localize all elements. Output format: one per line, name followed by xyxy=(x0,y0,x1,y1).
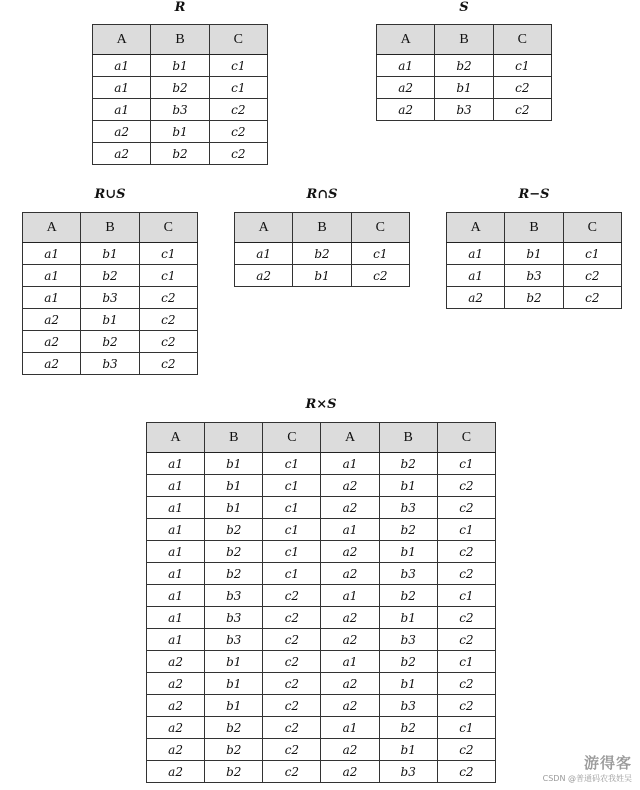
table-cell: a1 xyxy=(447,265,505,287)
table-row xyxy=(447,243,622,265)
table-row xyxy=(147,519,496,541)
table-cell: a1 xyxy=(147,453,205,475)
header-row xyxy=(93,25,268,55)
table-row xyxy=(147,563,496,585)
table-cell: a2 xyxy=(377,99,435,121)
column-header: C xyxy=(563,213,621,243)
table-cell: b2 xyxy=(205,541,263,563)
table-cell: b1 xyxy=(293,265,351,287)
table-cell: a2 xyxy=(321,761,379,783)
table-cell: c2 xyxy=(437,739,495,761)
table-cell: b3 xyxy=(81,353,139,375)
table-cell: b3 xyxy=(205,607,263,629)
table-union xyxy=(22,212,198,375)
table-cell: c2 xyxy=(437,629,495,651)
watermark xyxy=(543,752,632,784)
table-cell: b3 xyxy=(435,99,493,121)
table-product xyxy=(146,422,496,783)
table-cell: b1 xyxy=(205,651,263,673)
table-row xyxy=(93,77,268,99)
table-cell: b3 xyxy=(151,99,209,121)
table-cell: b2 xyxy=(379,585,437,607)
table-cell: c2 xyxy=(437,475,495,497)
table-s xyxy=(376,24,552,121)
table-cell: a1 xyxy=(147,629,205,651)
table-cell: c2 xyxy=(263,695,321,717)
table-cell: a2 xyxy=(147,651,205,673)
table-cell: b1 xyxy=(205,475,263,497)
table-r-caption: R xyxy=(174,0,186,15)
table-cell: c2 xyxy=(437,607,495,629)
table-row xyxy=(147,585,496,607)
table-cell: a2 xyxy=(235,265,293,287)
column-header: C xyxy=(351,213,409,243)
table-cell: c2 xyxy=(263,651,321,673)
table-cell: b3 xyxy=(505,265,563,287)
table-row xyxy=(147,541,496,563)
table-cell: b2 xyxy=(205,761,263,783)
table-diff-caption: R−S xyxy=(518,187,550,202)
table-cell: b1 xyxy=(205,695,263,717)
table-row xyxy=(147,651,496,673)
table-cell: b2 xyxy=(151,77,209,99)
column-header: A xyxy=(147,423,205,453)
table-cell: c2 xyxy=(437,761,495,783)
table-cell: c1 xyxy=(209,77,267,99)
table-cell: a2 xyxy=(147,695,205,717)
table-cell: c2 xyxy=(263,761,321,783)
column-header: B xyxy=(505,213,563,243)
table-cell: a1 xyxy=(147,607,205,629)
table-cell: c1 xyxy=(437,651,495,673)
table-cell: c1 xyxy=(437,453,495,475)
table-cell: a2 xyxy=(147,761,205,783)
table-cell: a2 xyxy=(321,475,379,497)
column-header: B xyxy=(293,213,351,243)
table-intersect xyxy=(234,212,410,287)
table-cell: a2 xyxy=(147,673,205,695)
column-header: B xyxy=(81,213,139,243)
table-row xyxy=(235,243,410,265)
table-cell: c1 xyxy=(351,243,409,265)
table-cell: c2 xyxy=(209,99,267,121)
table-cell: b2 xyxy=(505,287,563,309)
table-cell: b2 xyxy=(435,55,493,77)
column-header: C xyxy=(209,25,267,55)
table-cell: a2 xyxy=(321,563,379,585)
table-row xyxy=(147,673,496,695)
table-cell: c2 xyxy=(139,353,197,375)
column-header: A xyxy=(93,25,151,55)
table-cell: b3 xyxy=(205,585,263,607)
table-row xyxy=(23,243,198,265)
table-cell: b2 xyxy=(379,651,437,673)
table-row xyxy=(23,265,198,287)
table-cell: c2 xyxy=(139,287,197,309)
table-cell: c1 xyxy=(437,519,495,541)
table-row xyxy=(377,55,552,77)
table-cell: a1 xyxy=(321,585,379,607)
table-row xyxy=(93,99,268,121)
table-cell: b3 xyxy=(379,497,437,519)
table-product-caption: R×S xyxy=(305,397,337,412)
table-cell: c2 xyxy=(139,331,197,353)
table-cell: c1 xyxy=(263,453,321,475)
table-row xyxy=(147,761,496,783)
column-header: A xyxy=(235,213,293,243)
table-cell: c2 xyxy=(263,673,321,695)
table-row xyxy=(147,453,496,475)
table-cell: a1 xyxy=(23,265,81,287)
table-cell: b1 xyxy=(81,243,139,265)
table-row xyxy=(447,287,622,309)
table-cell: b1 xyxy=(379,673,437,695)
column-header: B xyxy=(379,423,437,453)
column-header: A xyxy=(23,213,81,243)
table-cell: a2 xyxy=(93,143,151,165)
table-cell: c2 xyxy=(437,541,495,563)
table-cell: c2 xyxy=(263,607,321,629)
table-cell: a2 xyxy=(321,695,379,717)
table-cell: a1 xyxy=(377,55,435,77)
table-cell: c1 xyxy=(437,717,495,739)
table-cell: c2 xyxy=(263,629,321,651)
table-row xyxy=(23,309,198,331)
table-row xyxy=(235,265,410,287)
column-header: B xyxy=(435,25,493,55)
table-cell: a2 xyxy=(321,497,379,519)
table-cell: b1 xyxy=(81,309,139,331)
table-r xyxy=(92,24,268,165)
column-header: A xyxy=(321,423,379,453)
header-row xyxy=(147,423,496,453)
table-cell: b1 xyxy=(151,55,209,77)
table-cell: b2 xyxy=(205,717,263,739)
table-cell: b2 xyxy=(205,519,263,541)
table-cell: a1 xyxy=(23,243,81,265)
table-cell: c1 xyxy=(139,243,197,265)
table-cell: a2 xyxy=(93,121,151,143)
table-cell: c2 xyxy=(437,673,495,695)
table-cell: b1 xyxy=(151,121,209,143)
table-cell: c2 xyxy=(263,717,321,739)
table-row xyxy=(147,629,496,651)
table-cell: b1 xyxy=(505,243,563,265)
table-cell: b1 xyxy=(379,475,437,497)
table-row xyxy=(147,607,496,629)
table-cell: b3 xyxy=(81,287,139,309)
table-cell: a2 xyxy=(321,541,379,563)
table-cell: b3 xyxy=(379,563,437,585)
table-cell: b2 xyxy=(205,563,263,585)
column-header: B xyxy=(205,423,263,453)
table-cell: b3 xyxy=(379,695,437,717)
table-row xyxy=(147,497,496,519)
table-cell: b1 xyxy=(379,541,437,563)
table-cell: b1 xyxy=(435,77,493,99)
table-cell: a2 xyxy=(377,77,435,99)
table-cell: c2 xyxy=(263,739,321,761)
table-cell: c1 xyxy=(263,563,321,585)
table-cell: c1 xyxy=(263,475,321,497)
table-cell: a2 xyxy=(321,739,379,761)
header-row xyxy=(23,213,198,243)
column-header: C xyxy=(139,213,197,243)
table-cell: a1 xyxy=(93,77,151,99)
table-cell: c1 xyxy=(263,541,321,563)
table-cell: b2 xyxy=(81,331,139,353)
table-cell: a2 xyxy=(23,353,81,375)
table-cell: a1 xyxy=(147,563,205,585)
column-header: A xyxy=(447,213,505,243)
table-cell: a1 xyxy=(147,475,205,497)
table-cell: a1 xyxy=(321,453,379,475)
table-row xyxy=(93,121,268,143)
table-row xyxy=(23,287,198,309)
column-header: A xyxy=(377,25,435,55)
table-cell: b2 xyxy=(81,265,139,287)
table-cell: a1 xyxy=(235,243,293,265)
table-row xyxy=(147,475,496,497)
table-cell: a1 xyxy=(321,717,379,739)
table-cell: b1 xyxy=(379,607,437,629)
table-cell: b2 xyxy=(379,453,437,475)
table-cell: b2 xyxy=(151,143,209,165)
table-diff xyxy=(446,212,622,309)
table-cell: b1 xyxy=(205,673,263,695)
table-row xyxy=(23,331,198,353)
table-cell: a2 xyxy=(23,331,81,353)
table-cell: b1 xyxy=(379,739,437,761)
table-cell: b1 xyxy=(205,453,263,475)
table-union-caption: R∪S xyxy=(94,187,126,202)
table-cell: c2 xyxy=(563,287,621,309)
table-cell: b3 xyxy=(379,629,437,651)
table-cell: c2 xyxy=(493,77,551,99)
table-row xyxy=(447,265,622,287)
table-cell: a1 xyxy=(93,99,151,121)
table-cell: b2 xyxy=(379,519,437,541)
table-cell: c2 xyxy=(493,99,551,121)
table-cell: c1 xyxy=(563,243,621,265)
table-row xyxy=(147,739,496,761)
table-cell: a2 xyxy=(321,673,379,695)
table-cell: c1 xyxy=(493,55,551,77)
table-cell: c1 xyxy=(437,585,495,607)
header-row xyxy=(447,213,622,243)
table-row xyxy=(93,143,268,165)
table-cell: a2 xyxy=(321,607,379,629)
table-cell: a1 xyxy=(147,497,205,519)
table-cell: a1 xyxy=(321,519,379,541)
watermark-brand: 游得客 xyxy=(583,754,632,772)
table-intersect-caption: R∩S xyxy=(306,187,338,202)
table-cell: c2 xyxy=(437,563,495,585)
table-cell: a2 xyxy=(447,287,505,309)
column-header: C xyxy=(493,25,551,55)
table-cell: c2 xyxy=(209,121,267,143)
table-cell: c2 xyxy=(139,309,197,331)
table-cell: b3 xyxy=(379,761,437,783)
table-cell: c2 xyxy=(209,143,267,165)
table-row xyxy=(147,717,496,739)
header-row xyxy=(377,25,552,55)
table-cell: a2 xyxy=(147,717,205,739)
table-cell: c1 xyxy=(139,265,197,287)
table-cell: a1 xyxy=(147,541,205,563)
table-cell: a1 xyxy=(321,651,379,673)
watermark-credit: CSDN @普通码农我姓吴 xyxy=(542,774,632,783)
table-cell: b2 xyxy=(205,739,263,761)
table-cell: a2 xyxy=(321,629,379,651)
table-row xyxy=(23,353,198,375)
column-header: C xyxy=(437,423,495,453)
table-cell: c2 xyxy=(437,497,495,519)
table-row xyxy=(147,695,496,717)
table-row xyxy=(377,77,552,99)
header-row xyxy=(235,213,410,243)
table-row xyxy=(377,99,552,121)
table-cell: a1 xyxy=(93,55,151,77)
table-cell: c1 xyxy=(263,519,321,541)
table-cell: b2 xyxy=(293,243,351,265)
table-cell: a1 xyxy=(147,585,205,607)
table-cell: c2 xyxy=(263,585,321,607)
table-cell: c2 xyxy=(351,265,409,287)
table-cell: a1 xyxy=(447,243,505,265)
table-cell: a1 xyxy=(147,519,205,541)
table-cell: a2 xyxy=(147,739,205,761)
table-cell: a2 xyxy=(23,309,81,331)
table-row xyxy=(93,55,268,77)
table-cell: c1 xyxy=(263,497,321,519)
table-cell: b2 xyxy=(379,717,437,739)
table-cell: a1 xyxy=(23,287,81,309)
table-cell: c1 xyxy=(209,55,267,77)
table-s-caption: S xyxy=(459,0,469,15)
table-cell: b1 xyxy=(205,497,263,519)
column-header: B xyxy=(151,25,209,55)
column-header: C xyxy=(263,423,321,453)
table-cell: b3 xyxy=(205,629,263,651)
table-cell: c2 xyxy=(563,265,621,287)
table-cell: c2 xyxy=(437,695,495,717)
